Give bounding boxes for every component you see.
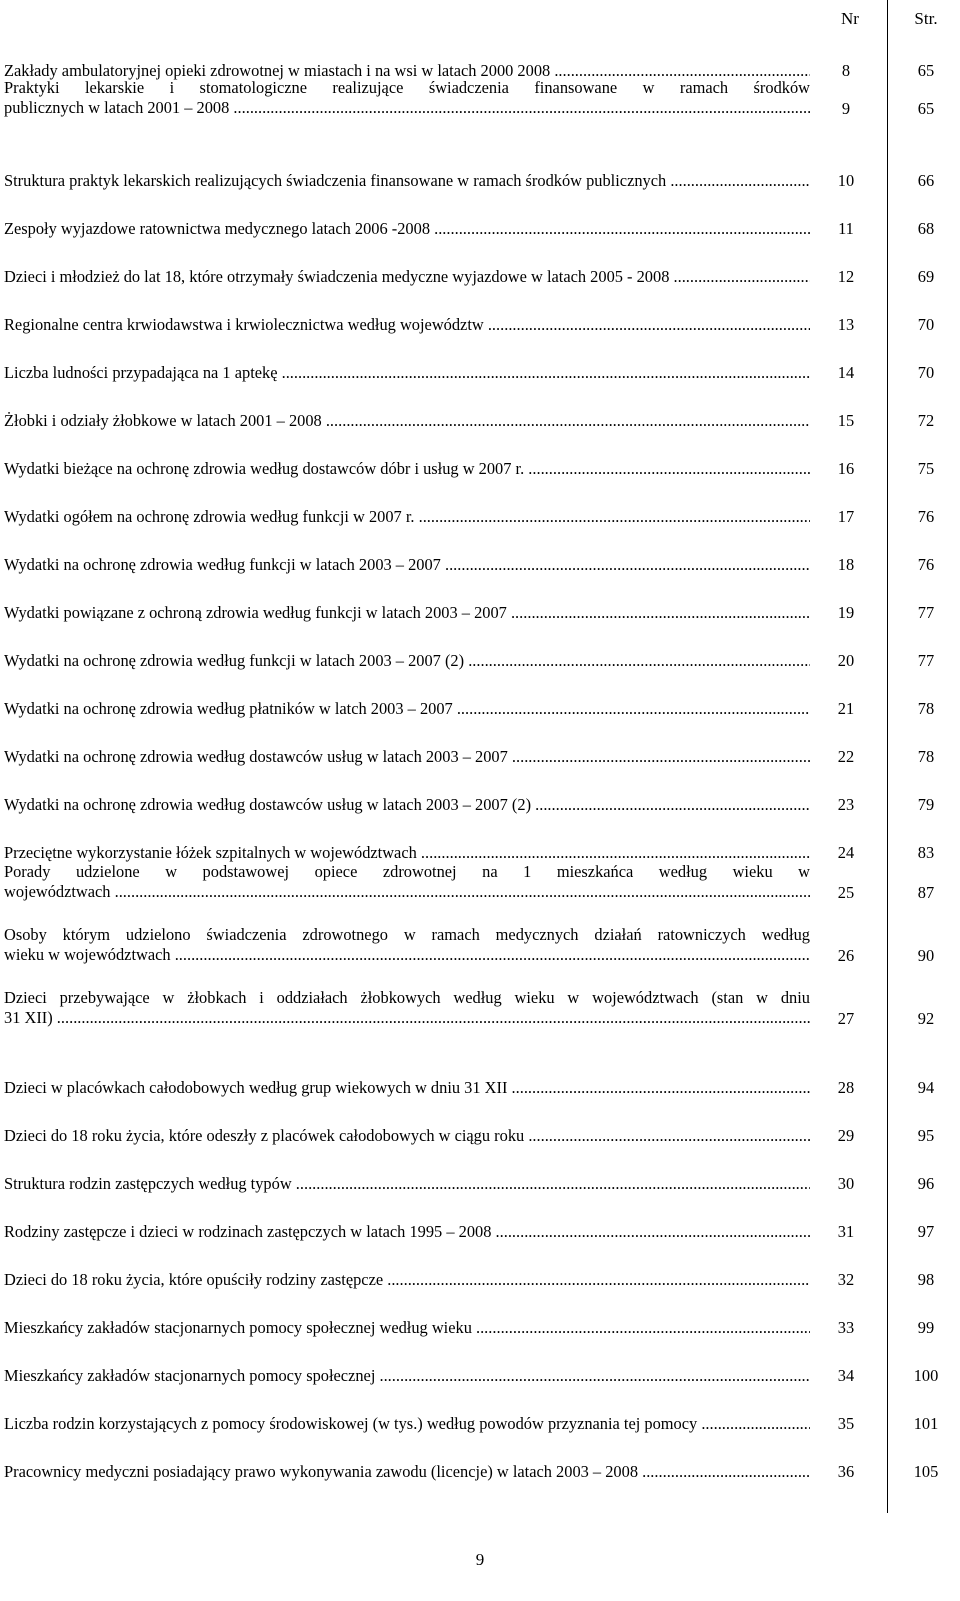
toc-entry-number: 24 — [837, 843, 855, 862]
toc-entry-page: 100 — [913, 1366, 939, 1385]
toc-entry-title — [4, 315, 810, 335]
toc-entry-number: 16 — [837, 459, 855, 478]
toc-entry-title-text: Wydatki na ochronę zdrowia według funkcji w latach 2003 – 2007 (2) ..... — [4, 651, 810, 671]
toc-entry-number: 15 — [837, 411, 855, 430]
toc-entry-title — [4, 555, 810, 575]
table-header — [0, 0, 960, 44]
toc-entry-title-text: Dzieci i młodzież do lat 18, które otrzymały świadczenia medyczne wyjazdowe w latach 2005 - 2008 ..... — [4, 267, 810, 287]
toc-entry-title-line1: Praktyki lekarskie i stomatologiczne realizujące świadczenia finansowane w ramach środków — [4, 78, 810, 97]
toc-entry-number: 22 — [837, 747, 855, 766]
toc-entry-page: 70 — [917, 363, 935, 382]
toc-entry-page: 72 — [917, 411, 935, 430]
toc-entry-number: 29 — [837, 1126, 855, 1145]
toc-entry-number: 34 — [837, 1366, 855, 1385]
toc-entry-title — [4, 1126, 810, 1146]
toc-entry-title-text: Mieszkańcy zakładów stacjonarnych pomocy społecznej ..... — [4, 1366, 810, 1386]
toc-entry-title — [4, 699, 810, 719]
toc-entry-title-line2: województwach ..... — [4, 882, 810, 902]
toc-entry-title — [4, 1174, 810, 1194]
toc-entry-number: 9 — [841, 99, 851, 118]
toc-entry-number: 26 — [837, 946, 855, 965]
column-header-str: Str. — [914, 9, 938, 28]
toc-entry-title-text: Zespoły wyjazdowe ratownictwa medycznego latach 2006 -2008 ..... — [4, 219, 810, 239]
toc-entry-title-line2: wieku w województwach ..... — [4, 945, 810, 965]
toc-entry-page: 66 — [917, 171, 935, 190]
toc-entry-number: 25 — [837, 883, 855, 902]
toc-entry-title — [4, 747, 810, 767]
toc-entry-title-text: Wydatki na ochronę zdrowia według płatników w latch 2003 – 2007 ..... — [4, 699, 810, 719]
toc-entry-title-text: Struktura rodzin zastępczych według typów ..... — [4, 1174, 810, 1194]
toc-entry-number: 36 — [837, 1462, 855, 1481]
toc-entry-page: 94 — [917, 1078, 935, 1097]
toc-entry-page: 78 — [917, 699, 935, 718]
column-header-nr: Nr — [841, 9, 859, 28]
toc-entry-title-text: Dzieci w placówkach całodobowych według grup wiekowych w dniu 31 XII ..... — [4, 1078, 810, 1098]
toc-entry-title-text: Regionalne centra krwiodawstwa i krwiolecznictwa według województw ..... — [4, 315, 810, 335]
toc-entry-title — [4, 843, 810, 863]
toc-entry-page: 65 — [917, 99, 935, 118]
toc-entry-title-text: Struktura praktyk lekarskich realizujących świadczenia finansowane w ramach środków publicznych ..... — [4, 171, 810, 191]
toc-entry-title-line1: Dzieci przebywające w żłobkach i oddziałach żłobkowych według wieku w województwach (stan w dniu — [4, 988, 810, 1007]
toc-entry-number: 20 — [837, 651, 855, 670]
toc-entry-page: 68 — [917, 219, 935, 238]
toc-entry-title-text: Wydatki na ochronę zdrowia według dostawców usług w latach 2003 – 2007 ..... — [4, 747, 810, 767]
toc-entry-page: 79 — [917, 795, 935, 814]
toc-entry-title-text: Rodziny zastępcze i dzieci w rodzinach zastępczych w latach 1995 – 2008 ..... — [4, 1222, 810, 1242]
toc-entry-title — [4, 219, 810, 239]
toc-entry-page: 70 — [917, 315, 935, 334]
toc-entry-number: 21 — [837, 699, 855, 718]
toc-entry-number: 13 — [837, 315, 855, 334]
toc-entry-page: 77 — [917, 651, 935, 670]
toc-entry-title — [4, 363, 810, 383]
toc-entry-page: 77 — [917, 603, 935, 622]
toc-entry-page: 87 — [917, 883, 935, 902]
toc-entry-number: 28 — [837, 1078, 855, 1097]
toc-entry-number: 11 — [838, 219, 854, 238]
toc-entry-title-text: Liczba rodzin korzystających z pomocy środowiskowej (w tys.) według powodów przyznania tej pomocy ..... — [4, 1414, 810, 1434]
toc-entry-title — [4, 862, 810, 902]
toc-entry-title — [4, 1414, 810, 1434]
toc-entry-number: 19 — [837, 603, 855, 622]
toc-entry-title — [4, 459, 810, 479]
toc-entry-title — [4, 267, 810, 287]
toc-entry-page: 98 — [917, 1270, 935, 1289]
toc-entry-page: 78 — [917, 747, 935, 766]
toc-entry-title-line2: 31 XII) ..... — [4, 1008, 810, 1028]
toc-entry-number: 14 — [837, 363, 855, 382]
toc-entry-title-text: Zakłady ambulatoryjnej opieki zdrowotnej w miastach i na wsi w latach 2000 2008 ..... — [4, 61, 810, 81]
toc-entry-title-text: Mieszkańcy zakładów stacjonarnych pomocy społecznej według wieku ..... — [4, 1318, 810, 1338]
toc-entry-title — [4, 1270, 810, 1290]
toc-entry-page: 101 — [913, 1414, 939, 1433]
toc-entry-title-text: Liczba ludności przypadająca na 1 aptekę ..... — [4, 363, 810, 383]
toc-entry-title — [4, 603, 810, 623]
toc-entry-number: 12 — [837, 267, 855, 286]
toc-entry-title-line2: publicznych w latach 2001 – 2008 ..... — [4, 98, 810, 118]
toc-entry-page: 69 — [917, 267, 935, 286]
toc-entry-title — [4, 988, 810, 1028]
toc-entry-title — [4, 1462, 810, 1482]
toc-entry-page: 97 — [917, 1222, 935, 1241]
toc-entry-page: 96 — [917, 1174, 935, 1193]
toc-entry-title — [4, 925, 810, 965]
toc-entry-title-text: Pracownicy medyczni posiadający prawo wykonywania zawodu (licencje) w latach 2003 – 2008 ..... — [4, 1462, 810, 1482]
toc-entry-page: 75 — [917, 459, 935, 478]
toc-entry-title-text: Żłobki i odziały żłobkowe w latach 2001 – 2008 ..... — [4, 411, 810, 431]
toc-entry-title-text: Wydatki na ochronę zdrowia według funkcji w latach 2003 – 2007 ..... — [4, 555, 810, 575]
toc-entry-number: 31 — [837, 1222, 855, 1241]
toc-entry-number: 10 — [837, 171, 855, 190]
toc-entry-number: 17 — [837, 507, 855, 526]
toc-entry-title-text: Dzieci do 18 roku życia, które opuściły rodziny zastępcze ..... — [4, 1270, 810, 1290]
toc-entry-title-text: Wydatki powiązane z ochroną zdrowia według funkcji w latach 2003 – 2007 ..... — [4, 603, 810, 623]
toc-entry-number: 18 — [837, 555, 855, 574]
page-number: 9 — [475, 1550, 485, 1569]
toc-entry-title — [4, 1222, 810, 1242]
toc-entry-title-line1: Porady udzielone w podstawowej opiece zdrowotnej na 1 mieszkańca według wieku w — [4, 862, 810, 881]
toc-entry-number: 8 — [841, 61, 851, 80]
toc-entry-number: 30 — [837, 1174, 855, 1193]
toc-entry-page: 90 — [917, 946, 935, 965]
toc-entry-number: 23 — [837, 795, 855, 814]
toc-entry-title-text: Wydatki ogółem na ochronę zdrowia według funkcji w 2007 r. ..... — [4, 507, 810, 527]
toc-entry-title — [4, 411, 810, 431]
toc-entry-page: 95 — [917, 1126, 935, 1145]
toc-entry-number: 27 — [837, 1009, 855, 1028]
toc-entry-page: 105 — [913, 1462, 939, 1481]
toc-entry-title — [4, 1366, 810, 1386]
toc-entry-title — [4, 171, 810, 191]
toc-entry-page: 65 — [917, 61, 935, 80]
toc-entry-title-text: Wydatki bieżące na ochronę zdrowia według dostawców dóbr i usług w 2007 r. ..... — [4, 459, 810, 479]
toc-entry-page: 76 — [917, 555, 935, 574]
toc-entry-number: 32 — [837, 1270, 855, 1289]
toc-entry-page: 99 — [917, 1318, 935, 1337]
toc-entry-number: 33 — [837, 1318, 855, 1337]
toc-entry-title — [4, 651, 810, 671]
toc-entry-title-text: Dzieci do 18 roku życia, które odeszły z placówek całodobowych w ciągu roku ..... — [4, 1126, 810, 1146]
toc-entry-page: 76 — [917, 507, 935, 526]
toc-entry-title-line1: Osoby którym udzielono świadczenia zdrowotnego w ramach medycznych działań ratowniczych według — [4, 925, 810, 944]
toc-entry-title — [4, 1078, 810, 1098]
toc-entry-number: 35 — [837, 1414, 855, 1433]
toc-entry-title — [4, 507, 810, 527]
toc-entry-page: 83 — [917, 843, 935, 862]
toc-entry-title — [4, 78, 810, 118]
column-divider — [887, 0, 888, 1513]
toc-entry-title-text: Wydatki na ochronę zdrowia według dostawców usług w latach 2003 – 2007 (2) ..... — [4, 795, 810, 815]
toc-entry-title-text: Przeciętne wykorzystanie łóżek szpitalnych w województwach ..... — [4, 843, 810, 863]
toc-entry-title — [4, 795, 810, 815]
toc-entry-title — [4, 1318, 810, 1338]
toc-entry-page: 92 — [917, 1009, 935, 1028]
